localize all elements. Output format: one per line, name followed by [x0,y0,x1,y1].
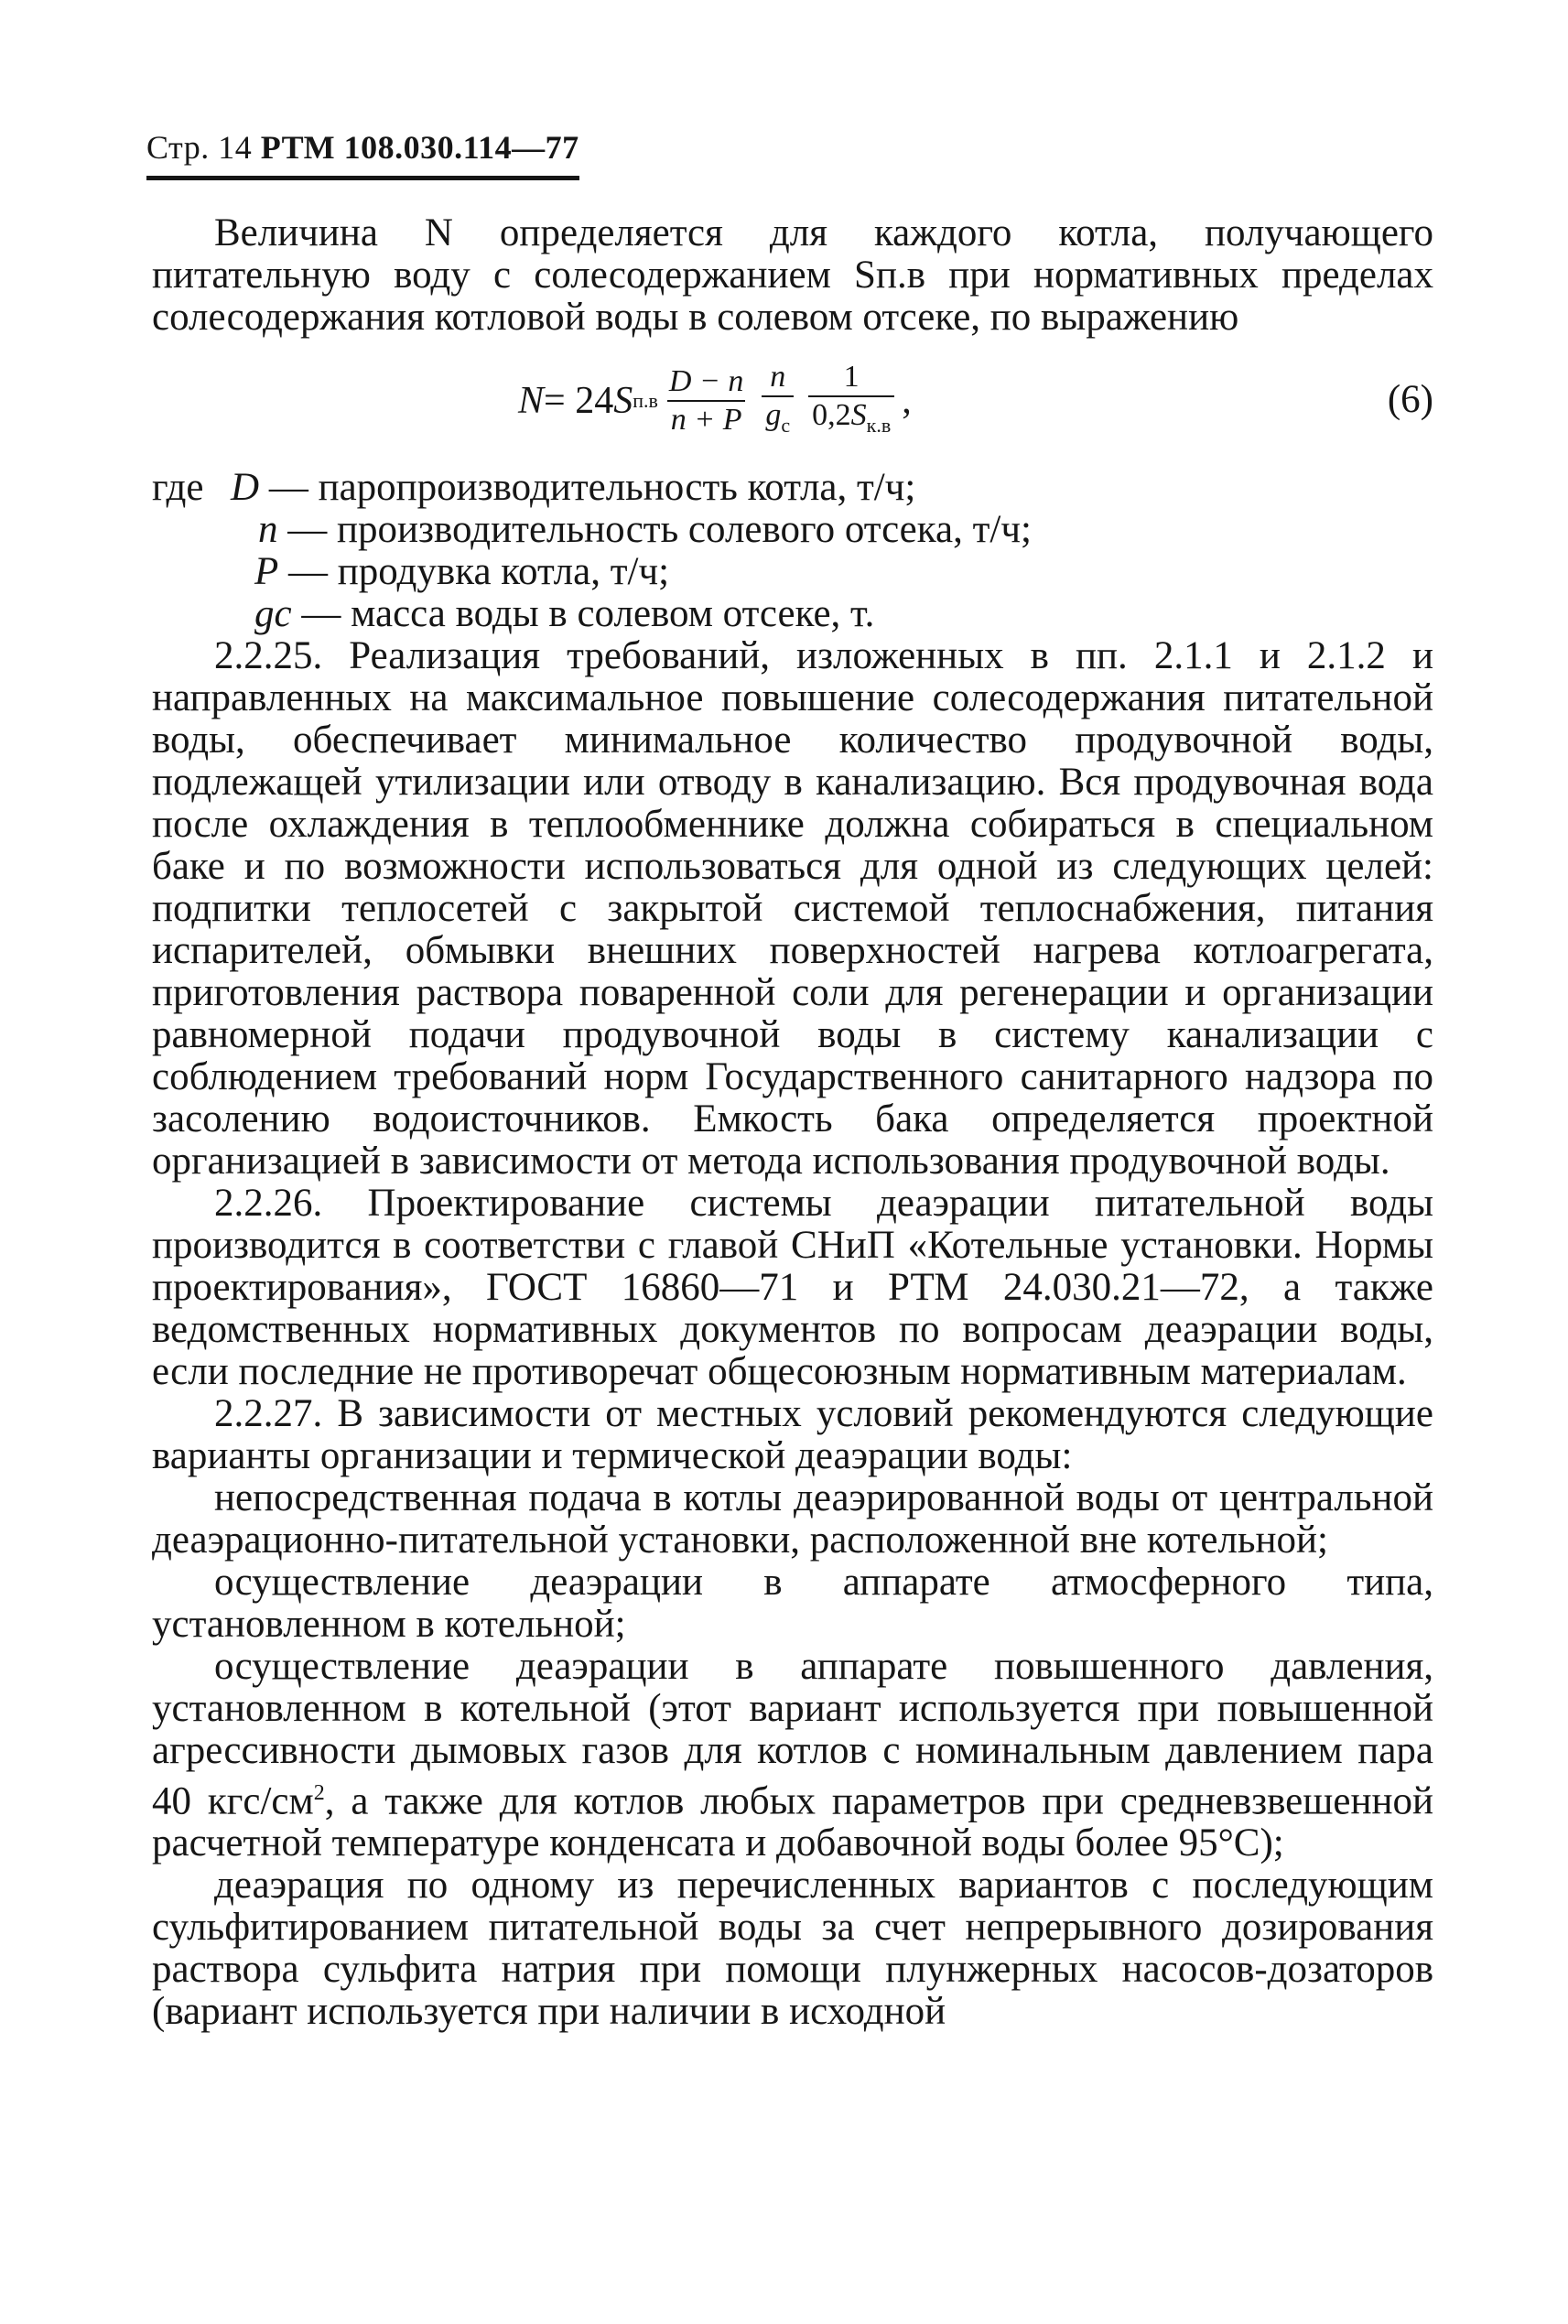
formula-6 [152,344,1433,458]
where-spacer [152,509,231,551]
where-row [152,593,1433,635]
variant-1: непосредственная подача в котлы деаэрированной воды от центральной деаэрационно-питательной установки, расположенной вне котельной; [152,1476,1433,1562]
where-row [152,467,1433,509]
fraction-3 [808,359,894,444]
where-symbol: P [254,550,279,593]
fraction-2 [762,359,794,444]
paragraph-2-2-27: 2.2.27. В зависимости от местных условий рекомендуются следующие варианты организации и термической деаэрации воды: [152,1392,1433,1477]
where-lead: где [152,466,204,509]
where-item [231,467,915,509]
equation-number: (6) [1387,378,1433,421]
where-list [152,467,1433,635]
page-body [152,212,1433,2033]
where-symbol: D [231,466,260,509]
fraction-3-den-sym: S [850,397,867,432]
where-item [254,551,669,593]
page-header [146,128,579,180]
fraction-2-denominator [762,395,794,444]
formula-comma: , [902,380,912,422]
fraction-3-denominator [808,395,894,444]
formula-s-sub: п.в [633,389,658,412]
where-item [254,593,874,635]
formula-expression [518,344,912,458]
fraction-1-denominator: n + P [667,400,746,438]
variant-3-superscript: 2 [313,1781,325,1805]
where-row [152,509,1433,551]
where-spacer [152,551,231,593]
variant-3-text-cont: , а также для котлов любых параметров при средневзвешенной расчетной температуре конденсата и добавочной воды более 95°С); [152,1779,1433,1865]
fraction-2-den-sub: с [781,413,791,437]
where-definition: — масса воды в солевом отсеке, т. [291,592,875,635]
intro-paragraph: Величина N определяется для каждого котла, получающего питательную воду с солесодержанием Sп.в при нормативных пределах солесодержания котловой воды в солевом отсеке, по выражению [152,211,1433,339]
variant-3-text: осуществление деаэрации в аппарате повышенного давления, установленном в котельной (этот вариант используется при повышенной агрессивности дымовых газов для котлов с номинальным давлением пара 40 кгс/см [152,1645,1433,1823]
formula-s: S [613,380,633,422]
where-symbol: n [258,508,278,551]
where-spacer [152,593,231,635]
document-code: РТМ 108.030.114—77 [260,129,579,166]
where-item [258,509,1032,551]
where-row [152,551,1433,593]
variant-2: осуществление деаэрации в аппарате атмосферного типа, установленном в котельной; [152,1561,1433,1646]
fraction-1 [665,363,748,438]
page-number: Стр. 14 [146,129,253,166]
where-definition: — паропроизводительность котла, т/ч; [259,466,916,509]
fraction-2-numerator: n [770,359,786,394]
where-definition: — производительность солевого отсека, т/ч; [277,508,1032,551]
fraction-3-den-sub: к.в [866,413,892,437]
where-symbol: gс [254,592,292,635]
formula-equals: = 24 [544,380,614,422]
paragraph-2-2-25: 2.2.25. Реализация требований, изложенных в пп. 2.1.1 и 2.1.2 и направленных на максимальное повышение солесодержания питательной воды, обеспечивает минимальное количество продувочной воды, подлежащей утилизации или отводу в канализацию. Вся продувочная вода после охлаждения в теплообменнике должна собираться в специальном баке и по возможности использоваться для одной из следующих целей: подпитки теплосетей с закрытой системой теплоснабжения, питания испарителей, обмывки внешних поверхностей нагрева котлоагрегата, приготовления раствора поваренной соли для регенерации и организации равномерной подачи продувочной воды в систему канализации с соблюдением требований норм Государственного санитарного надзора по засолению водоисточников. Емкость бака определяется проектной организацией в зависимости от метода использования продувочной воды. [152,634,1433,1183]
variant-3 [152,1646,1433,1865]
fraction-3-den-pre: 0,2 [812,397,851,432]
variant-4: деаэрация по одному из перечисленных вариантов с последующим сульфитированием питательной воды за счет непрерывного дозирования раствора сульфита натрия при помощи плунжерных насосов-дозаторов (вариант используется при наличии в исходной [152,1864,1433,2034]
paragraph-2-2-26: 2.2.26. Проектирование системы деаэрации питательной воды производится в соответстви с главой СНиП «Котельные установки. Нормы проектирования», ГОСТ 16860—71 и РТМ 24.030.21—72, а также ведомственных нормативных документов по вопросам деаэрации воды, если последние не противоречат общесоюзным нормативным материалам. [152,1182,1433,1393]
where-definition: — продувка котла, т/ч; [278,550,670,593]
fraction-1-numerator: D − n [668,364,744,398]
fraction-2-den-sym: g [765,397,782,432]
fraction-3-numerator: 1 [843,359,860,394]
formula-lhs: N [518,380,545,422]
